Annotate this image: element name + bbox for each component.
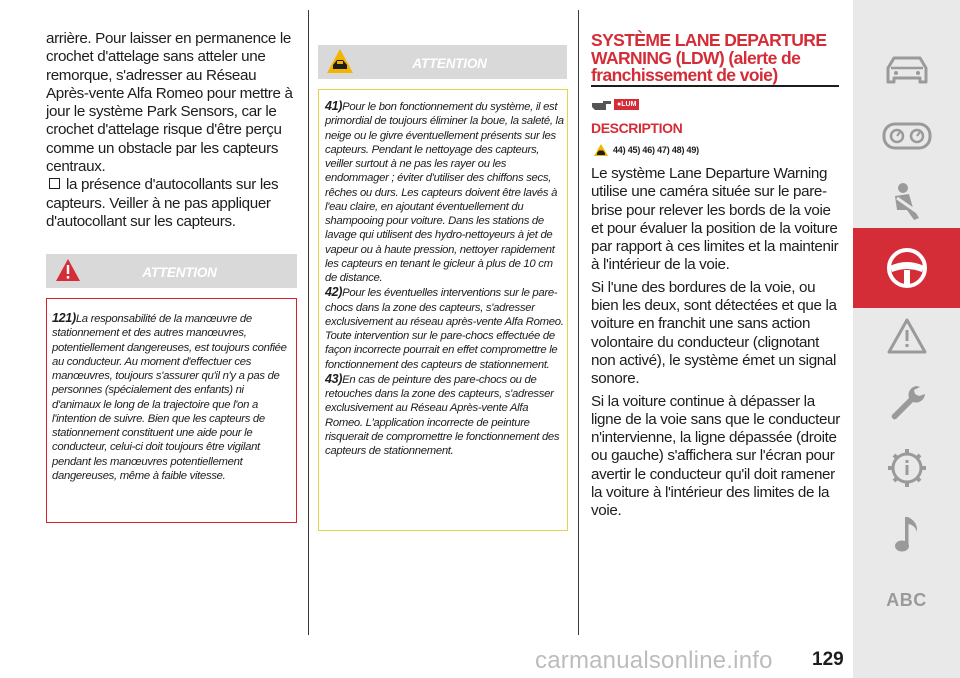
heading-underline <box>591 85 839 87</box>
dashboard-gauges-icon <box>882 121 932 151</box>
note-42: 42)Pour les éventuelles interventions sur le pare-chocs dans la zone des capteurs, s'adresser exclusivement au réseau après-vente Alfa Romeo. Toute intervention sur le pare-chocs effectuée de façon incorrecte pourrait en effet compromettre le fonctionnement des capteurs de stationnement. <box>325 285 564 371</box>
warning-triangle-icon <box>886 317 928 355</box>
chapter-sidebar <box>853 0 960 678</box>
info-gear-icon <box>886 447 928 489</box>
note-121: 121)La responsabilité de la manœuvre de stationnement et des autres manœuvres, potentiellement dangereuses, est toujours confiée au conducteur. Au moment d'effectuer ces manœuvres, toujours s'assurer qu'il n'y a pas de personnes (spécialement des enfants) ni d'animaux le long de la trajectoire que l'on a l'intention de suivre. Bien que les capteurs de stationnement constituent une aide pour le conducteur, celui-ci doit toujours être vigilant pendant les manœuvres potentiellement dangereuses, même à faible vitesse. <box>52 311 287 482</box>
column-divider-2 <box>578 10 579 635</box>
note-references: 44) 45) 46) 47) 48) 49) <box>613 145 699 155</box>
attention-notes-2 <box>325 99 565 458</box>
paragraph-continuation: arrière. Pour laisser en permanence le crochet d'attelage sans atteler une remorque, s'adresser au Réseau Après-vente Alfa Romeo pour mettre à jour le système Park Sensors, car le crochet d'attelage risque d'être perçu comme un obstacle par les capteurs centraux. <box>46 30 293 176</box>
sidebar-item-index[interactable] <box>853 560 960 640</box>
music-note-icon <box>892 514 922 554</box>
attention-title-2: ATTENTION <box>412 56 487 71</box>
bullet-item-text: la présence d'autocollants sur les capteurs. Veiller à ne pas appliquer d'autocollant sur les capteurs. <box>46 176 279 230</box>
column-1 <box>46 30 298 231</box>
lum-badge: ●LUM <box>614 99 639 110</box>
attention-header-2 <box>318 45 567 79</box>
description-paragraph: Le système Lane Departure Warning utilise une caméra située sur le pare-brise pour relever les bords de la voie et pour évaluer la position de la voiture par rapport à ces limites et la maintenir à l'intérieur de la voie. <box>591 165 839 274</box>
caution-triangle-small-icon <box>593 143 609 157</box>
car-icon <box>884 54 930 86</box>
note-41: 41)Pour le bon fonctionnement du système, il est primordial de toujours éliminer la boue, la saleté, la neige ou le givre éventuellement présents sur les capteurs. Pendant le nettoyage des capteurs, veiller surtout à ne pas les rayer ou les endommager ; éviter d'utiliser des chiffons secs, rêches ou durs. Les capteurs doivent être lavés à l'eau claire, en ajoutant éventuellement du shampooing pour voiture. Dans les stations de lavage qui utilisent des hydro-nettoyeurs à jet de vapeur ou à haute pression, nettoyer rapidement les capteurs en tenant le gicleur à plus de 10 cm de distance. <box>325 99 564 284</box>
attention-box-1 <box>46 298 297 523</box>
badge-row <box>591 96 639 112</box>
steering-wheel-icon <box>885 246 929 290</box>
section-heading: SYSTÈME LANE DEPARTURE WARNING (LDW) (alerte de franchissement de voie) <box>591 30 827 85</box>
references-row <box>593 143 699 157</box>
bullet-item <box>46 176 298 231</box>
seatbelt-person-icon <box>889 182 925 222</box>
wrench-icon <box>887 382 927 422</box>
attention-box-2 <box>318 89 568 531</box>
column-divider-1 <box>308 10 309 635</box>
index-abc-label: ABC <box>886 589 927 610</box>
column-3-text <box>591 165 841 521</box>
attention-title-1: ATTENTION <box>142 265 217 280</box>
description-paragraph: Si la voiture continue à dépasser la ligne de la voie sans que le conducteur n'intervienne, la ligne dépassée (droite ou gauche) s'affichera sur l'écran pour avertir le conducteur qu'il doit ramener la voiture à l'intérieur des limites de la voie. <box>591 392 840 520</box>
description-paragraph: Si l'une des bordures de la voie, ou bien les deux, sont détectées et que la voiture en franchit une sans action volontaire du conducteur (clignotant non activé), le système émet un signal sonore. <box>591 278 837 388</box>
pointing-hand-icon <box>591 97 613 111</box>
note-43: 43)En cas de peinture des pare-chocs ou de retouches dans la zone des capteurs, s'adresser exclusivement au Réseau Après-vente Alfa Romeo. L'application incorrecte de peinture risquerait de compromettre le fonctionnement des capteurs de stationnement. <box>325 371 560 457</box>
attention-notes-1 <box>52 311 292 483</box>
watermark: carmanualsonline.info <box>535 647 773 674</box>
checkbox-bullet-icon <box>49 178 60 189</box>
attention-header-1 <box>46 254 297 288</box>
description-title: DESCRIPTION <box>591 120 683 136</box>
page-number: 129 <box>812 649 844 670</box>
